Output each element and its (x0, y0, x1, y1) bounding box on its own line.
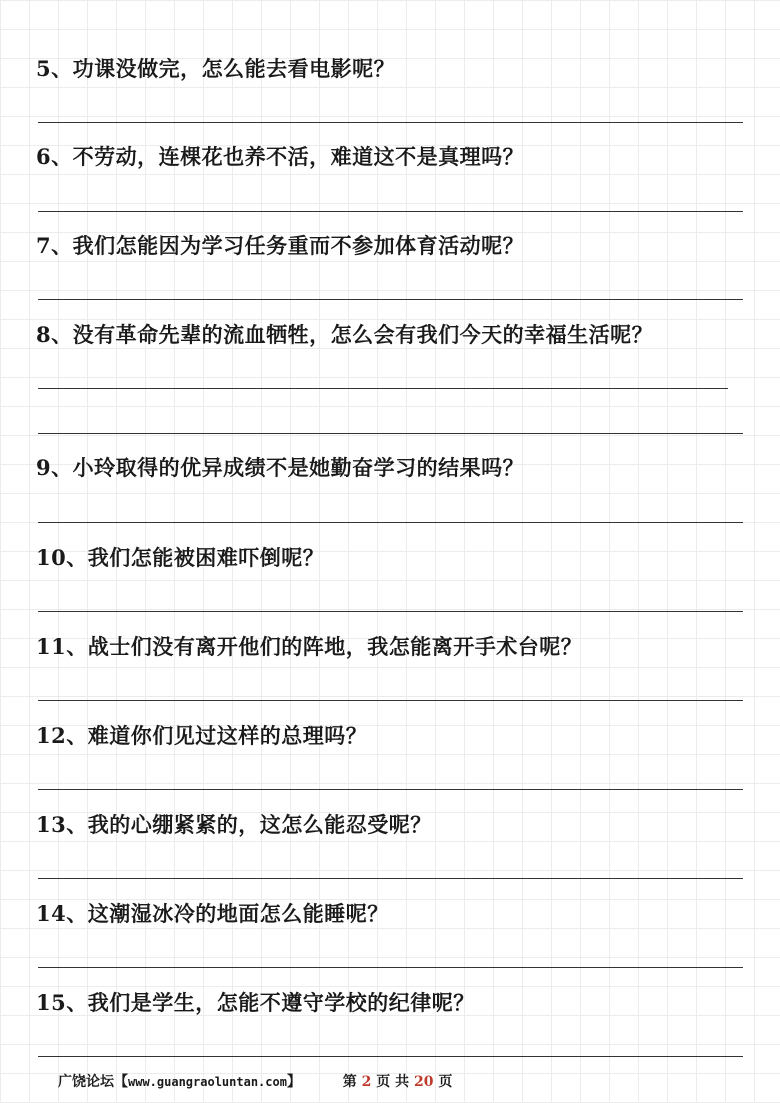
question-12: 12、难道你们见过这样的总理吗？ (36, 723, 368, 748)
answer-line (38, 299, 743, 300)
answer-line (38, 211, 743, 212)
question-6: 6、不劳动，连棵花也养不活，难道这不是真理吗？ (36, 144, 525, 169)
footer-site-url: www.guangraoluntan.com (128, 1075, 287, 1089)
page-total: 20 (413, 1074, 434, 1090)
question-9: 9、小玲取得的优异成绩不是她勤奋学习的结果吗？ (36, 455, 525, 480)
answer-line (38, 433, 743, 434)
answer-line (38, 878, 743, 879)
answer-line (38, 611, 743, 612)
page-middle: 页 共 (376, 1074, 410, 1090)
footer-brand: 广饶论坛【 (58, 1074, 128, 1090)
answer-line (38, 789, 743, 790)
question-5: 5、功课没做完，怎么能去看电影呢？ (36, 56, 396, 81)
answer-line (38, 122, 743, 123)
answer-line (38, 1056, 743, 1057)
question-13: 13、我的心绷紧紧的，这怎么能忍受呢？ (36, 812, 432, 837)
question-14: 14、这潮湿冰冷的地面怎么能睡呢？ (36, 901, 389, 926)
answer-line (38, 522, 743, 523)
page-current: 2 (361, 1074, 372, 1090)
question-7: 7、我们怎能因为学习任务重而不参加体育活动呢？ (36, 233, 525, 258)
page-suffix: 页 (438, 1074, 453, 1090)
footer-brand-end: 】 (286, 1074, 301, 1090)
question-11: 11、战士们没有离开他们的阵地，我怎能离开手术台呢？ (36, 634, 583, 659)
answer-line (38, 967, 743, 968)
question-15: 15、我们是学生，怎能不遵守学校的纪律呢？ (36, 990, 475, 1015)
page-prefix: 第 (342, 1074, 357, 1090)
question-8: 8、没有革命先辈的流血牺牲，怎么会有我们今天的幸福生活呢？ (36, 322, 654, 347)
question-10: 10、我们怎能被困难吓倒呢？ (36, 545, 325, 570)
answer-line (38, 388, 728, 389)
page-footer (58, 1072, 452, 1092)
answer-line (38, 700, 743, 701)
